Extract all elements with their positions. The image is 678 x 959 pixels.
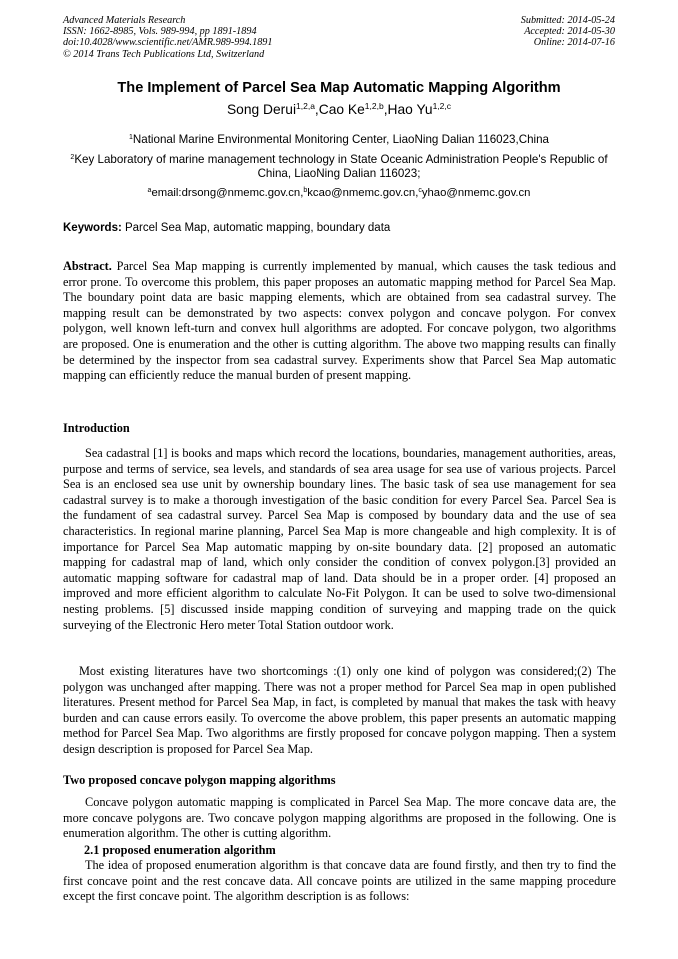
email-superscript: c (418, 187, 422, 194)
affiliation-superscript: 1 (128, 134, 133, 141)
author-name: Hao Yu (387, 102, 433, 117)
affiliation-text: Key Laboratory of marine management technology in State Oceanic Administration People's Republic of China, LiaoNing Dalian 116023; (74, 153, 608, 181)
email-separator: , (415, 187, 419, 199)
affiliation-superscript: 2 (70, 154, 75, 161)
journal-info (63, 15, 272, 60)
email-link[interactable]: yhao@nmemc.gov.cn (421, 187, 531, 199)
issn-line: ISSN: 1662-8985, Vols. 989-994, pp 1891-1894 (63, 26, 257, 38)
section-2-heading: Two proposed concave polygon mapping algorithms (63, 773, 336, 787)
email-list (0, 187, 678, 199)
affiliation-text: National Marine Environmental Monitoring Center, LiaoNing Dalian 116023,China (132, 133, 550, 146)
introduction-paragraph-2: Most existing literatures have two shortcomings :(1) only one kind of polygon was considered;(2) The polygon was unchanged after mapping. There was not a proper method for Parcel Sea map in open published literatures. Present method for Parcel Sea Map, in fact, is completed by manual that makes the task with heavy burden and can cause errors easily. To overcome the above problem, this paper presents an automatic mapping method for Parcel Sea Map. Two algorithms are firstly proposed for concave polygon mapping. Then a system design description is proposed for Parcel Sea Map. (63, 664, 616, 756)
copyright-line: © 2014 Trans Tech Publications Ltd, Switzerland (63, 48, 265, 60)
abstract (63, 259, 616, 384)
affiliation-1 (70, 131, 608, 147)
journal-name: Advanced Materials Research (63, 15, 186, 26)
affiliation-2 (70, 151, 608, 181)
author-list (0, 101, 678, 117)
email-prefix: email: (151, 187, 182, 199)
keywords-text: Parcel Sea Map, automatic mapping, boundary data (121, 222, 391, 234)
subsection-2-1-paragraph: The idea of proposed enumeration algorithm is that concave data are found firstly, and then try to find the first concave point and the rest concave data. All concave points are utilized in the same mapping procedure except the first concave point. The algorithm description is as follows: (63, 858, 616, 904)
keywords (63, 222, 623, 234)
abstract-label: Abstract. (63, 259, 112, 273)
section-2-paragraph-1: Concave polygon automatic mapping is complicated in Parcel Sea Map. The more concave data are, the more concave polygons are. Two concave polygon mapping algorithms are proposed in the following. One is enumeration algorithm. The other is cutting algorithm. (63, 795, 616, 841)
email-superscript: a (147, 187, 152, 194)
email-link[interactable]: drsong@nmemc.gov.cn (181, 187, 301, 199)
introduction-paragraph-1: Sea cadastral [1] is books and maps which record the locations, boundaries, management authorities, areas, purpose and terms of service, sea levels, and standards of sea area usage for sea use of various projects. Parcel Sea is an enclosed sea use unit by ownership boundary lines. The basic task of sea use management for sea cadastral survey is to make a thorough investigation of the basic condition for every Parcel Sea. Parcel Sea is the fundament of sea cadastral survey. Parcel Sea Map is composed by boundary data and the use of sea characteristics. In regional marine planning, Parcel Sea Map is more changeable and high complexity. It is of importance for Parcel Sea Map automatic mapping by on-site boundary data. [2] proposed an automatic mapping for cadastral map of land, which only consider the condition of convex polygon.[3] provided an automatic mapping software for cadastral map of land. Data should be in a proper order. [4] proposed an improved and more efficient algorithm to calculate No-Fit Polygon. It can be used to solve two-dimensional nesting problems. [5] discussed inside mapping condition of surveying and mapping trade on the quick surveying of the Electronic Hero meter Total Station outdoor work. (63, 446, 616, 632)
doi-line[interactable]: doi:10.4028/www.scientific.net/AMR.989-994.1891 (63, 37, 273, 49)
email-link[interactable]: kcao@nmemc.gov.cn (307, 187, 416, 199)
subsection-2-1-heading: 2.1 proposed enumeration algorithm (84, 843, 276, 857)
keywords-label: Keywords: (63, 222, 122, 234)
author-separator: , (314, 102, 319, 117)
author-name: Cao Ke (318, 102, 365, 117)
introduction-heading: Introduction (63, 421, 130, 435)
author-superscript: 1,2,c (432, 101, 451, 111)
submitted-date: Submitted: 2014-05-24 (520, 15, 615, 26)
author-name: Song Derui (226, 102, 297, 117)
online-date: Online: 2014-07-16 (533, 37, 615, 49)
publication-dates (521, 15, 615, 49)
author-superscript: 1,2,b (364, 101, 384, 111)
abstract-text: Parcel Sea Map mapping is currently implemented by manual, which causes the task tedious and error prone. To overcome this problem, this paper proposes an automatic mapping method for Parcel Sea Map. The boundary point data are basic mapping elements, which are obtained from sea cadastral survey. The mapping result can be demonstrated by two aspects: convex polygon and concave polygon. For convex polygon, well known left-turn and convex hull algorithms are adopted. For concave polygon, two algorithms are proposed. One is enumeration and the other is cutting algorithm. The above two mapping results can finally be determined by the inspector from sea cadastral survey. Experiments show that Parcel Sea Map automatic mapping can efficiently reduce the manual burden of present mapping. (63, 259, 616, 383)
email-superscript: b (303, 187, 308, 194)
author-separator: , (383, 102, 388, 117)
paper-title: The Implement of Parcel Sea Map Automatic Mapping Algorithm (117, 80, 561, 96)
email-separator: , (300, 187, 304, 199)
author-superscript: 1,2,a (296, 101, 315, 111)
accepted-date: Accepted: 2014-05-30 (524, 26, 615, 38)
